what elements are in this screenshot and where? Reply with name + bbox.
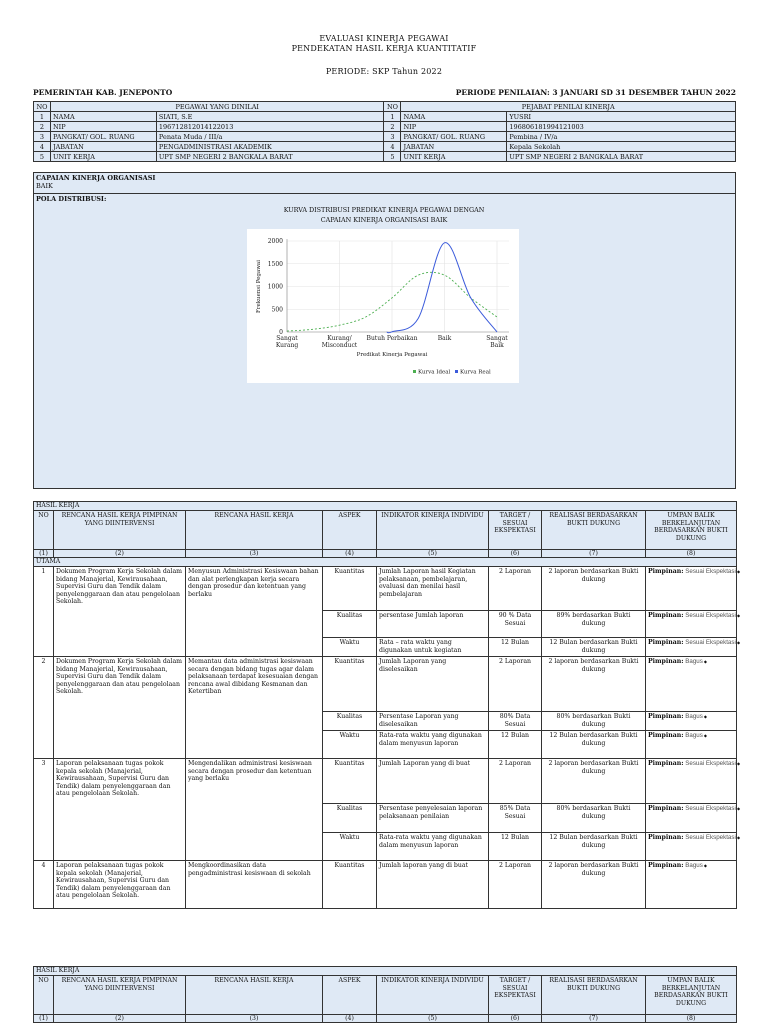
x-tick-label: Baik	[437, 335, 452, 342]
realisasi: 12 Bulan berdasarkan Bukti dukung	[542, 731, 646, 759]
row-label: JABATAN	[50, 142, 156, 152]
col-number: (8)	[646, 550, 737, 558]
pegawai-jabatan: PENGADMINISTRASI AKADEMIK	[156, 142, 384, 152]
aspek: Kualitas	[323, 611, 377, 638]
legend-label: Kurva Ideal	[418, 369, 451, 376]
right-header: PEJABAT PENILAI KINERJA	[401, 102, 736, 112]
feedback-prefix: Pimpinan:	[648, 862, 684, 869]
col-header: REALISASI BERDASARKAN BUKTI DUKUNG	[542, 511, 646, 550]
aspek: Kualitas	[323, 712, 377, 731]
row-label: NIP	[50, 122, 156, 132]
y-tick-label: 1500	[267, 260, 283, 268]
thumbs-up-icon: ◆	[735, 761, 741, 766]
feedback-prefix: Pimpinan:	[648, 612, 684, 619]
indikator: Rata-rata waktu yang digunakan dalam menyusun laporan	[377, 833, 489, 861]
row-label: NAMA	[401, 112, 507, 122]
col-header: ASPEK	[323, 511, 377, 550]
table-row	[34, 759, 737, 804]
umpan-balik	[646, 731, 737, 759]
feedback-prefix: Pimpinan:	[648, 760, 684, 767]
rencana-hasil-kerja: Menyusun Administrasi Kesiswaan bahan dan alat perlengkapan kerja secara dengan prosedur dan ketentuan yang berlaku	[186, 567, 323, 657]
legend-swatch	[413, 370, 416, 373]
umpan-balik	[646, 759, 741, 804]
thumbs-up-icon: ◆	[702, 659, 707, 664]
y-tick-label: 2000	[267, 238, 283, 245]
pegawai-nip: 196712812014122013	[156, 122, 384, 132]
row-no: 5	[384, 152, 401, 162]
feedback-value: Sesuai Ekspektasi	[685, 805, 736, 812]
x-tick-label: Misconduct	[321, 342, 358, 349]
umpan-balik	[646, 833, 741, 861]
col-number: (3)	[186, 1015, 323, 1023]
pola-title: POLA DISTRIBUSI:	[36, 195, 107, 203]
feedback-prefix: Pimpinan:	[648, 639, 684, 646]
col-header: INDIKATOR KINERJA INDIVIDU	[377, 511, 489, 550]
doc-subtitle: PENDEKATAN HASIL KERJA KUANTITATIF	[291, 44, 477, 53]
rencana-pimpinan: Laporan pelaksanaan tugas pokok kepala sekolah (Manajerial, Kewirausahaan, Supervisi Guru dan Tendik) dalam penyelenggaraan dan atau pengelolaan Sekolah.	[54, 861, 186, 909]
y-axis-label: Frekuensi Pegawai	[256, 260, 262, 313]
doc-title: EVALUASI KINERJA PEGAWAI	[319, 34, 449, 43]
aspek: Waktu	[323, 833, 377, 861]
row-label: NIP	[401, 122, 507, 132]
y-tick-label: 0	[279, 329, 283, 336]
indikator: Jumlah Laporan hasil Kegiatan pelaksanaan, pembelajaran, evaluasi dan menilai hasil pembelajaran	[377, 567, 489, 611]
row-label: UNIT KERJA	[401, 152, 507, 162]
aspek: Kuantitas	[323, 861, 377, 909]
hasil-kerja-table	[33, 501, 741, 909]
x-tick-label: Baik	[490, 342, 504, 349]
chart-title-line2: CAPAIAN KINERJA ORGANISASI BAIK	[320, 216, 448, 224]
aspek: Kualitas	[323, 804, 377, 833]
umpan-balik	[646, 861, 737, 909]
target: 85% Data Sesuai	[489, 804, 542, 833]
feedback-prefix: Pimpinan:	[648, 658, 684, 665]
rencana-hasil-kerja: Memantau data administrasi kesiswaan secara dengan bidang tugas agar dalam pelaksanaan terdapat kesesuaian dengan rencana awal dibidang Kesmanan dan Ketertiban	[186, 657, 323, 759]
umpan-balik	[646, 611, 741, 638]
thumbs-up-icon: ◆	[702, 733, 707, 738]
feedback-prefix: Pimpinan:	[648, 732, 684, 739]
info-row	[34, 132, 736, 142]
realisasi: 12 Bulan berdasarkan Bukti dukung	[542, 833, 646, 861]
col-number: (6)	[489, 550, 542, 558]
x-tick-label: Kurang	[275, 342, 299, 349]
col-number: (2)	[54, 550, 186, 558]
x-tick-label: Sangat	[276, 335, 298, 342]
thumbs-up-icon: ◆	[702, 863, 707, 868]
col-header: TARGET / SESUAI EKSPEKTASI	[489, 511, 542, 550]
rencana-hasil-kerja: Mengendalikan administrasi kesiswaan secara dengan prosedur dan ketentuan yang berlaku	[186, 759, 323, 861]
y-tick-label: 1000	[267, 283, 283, 291]
penilai-unit: UPT SMP NEGERI 2 BANGKALA BARAT	[507, 152, 736, 162]
thumbs-up-icon: ◆	[735, 640, 741, 645]
row-label: NAMA	[50, 112, 156, 122]
periode-penilaian: PERIODE PENILAIAN: 3 JANUARI SD 31 DESEMBER TAHUN 2022	[455, 88, 736, 97]
aspek: Waktu	[323, 638, 377, 657]
indikator: Persentase Laporan yang diselesaikan	[377, 712, 489, 731]
thumbs-up-icon: ◆	[735, 569, 741, 574]
capaian-panel	[33, 172, 736, 194]
row-no: 2	[34, 122, 51, 132]
row-label: PANGKAT/ GOL. RUANG	[50, 132, 156, 142]
col-number: (3)	[186, 550, 323, 558]
indikator: Rata – rata waktu yang digunakan untuk kegiatan	[377, 638, 489, 657]
indikator: Persentase penyelesaian laporan pelaksanaan penilaian	[377, 804, 489, 833]
target: 2 Laporan	[489, 567, 542, 611]
indikator: Rata-rata waktu yang digunakan dalam menyusun laporan	[377, 731, 489, 759]
y-tick-label: 500	[271, 306, 283, 314]
feedback-value: Bagus	[685, 658, 703, 665]
hasil-kerja-title: HASIL KERJA	[34, 967, 737, 976]
col-number: (6)	[489, 1015, 542, 1023]
realisasi: 12 Bulan berdasarkan Bukti dukung	[542, 638, 646, 657]
table-row	[34, 567, 737, 611]
info-row	[34, 122, 736, 132]
col-number: (8)	[646, 1015, 737, 1023]
rencana-pimpinan: Dokumen Program Kerja Sekolah dalam bidang Manajerial, Kewirausahaan, Supervisi Guru dan Tendik dalam penyelenggaraan dan atau pengelolaan Sekolah.	[54, 567, 186, 657]
col-header: RENCANA HASIL KERJA	[186, 511, 323, 550]
umpan-balik	[646, 567, 741, 611]
feedback-value: Bagus	[685, 862, 703, 869]
col-header: RENCANA HASIL KERJA	[186, 976, 323, 1015]
row-label: UNIT KERJA	[50, 152, 156, 162]
col-header: UMPAN BALIK BERKELANJUTAN BERDASARKAN BUKTI DUKUNG	[646, 511, 737, 550]
realisasi: 2 laporan berdasarkan Bukti dukung	[542, 759, 646, 804]
penilai-nip: 196806181994121003	[507, 122, 736, 132]
row-no: 2	[384, 122, 401, 132]
col-header: NO	[34, 976, 54, 1015]
target: 12 Bulan	[489, 731, 542, 759]
legend-swatch	[455, 370, 458, 373]
info-row	[34, 142, 736, 152]
thumbs-up-icon: ◆	[735, 806, 741, 811]
feedback-value: Bagus	[685, 713, 703, 720]
capaian-title: CAPAIAN KINERJA ORGANISASI	[36, 174, 156, 182]
target: 2 Laporan	[489, 657, 542, 712]
feedback-value: Sesuai Ekspektasi	[685, 639, 736, 646]
row-no: 3	[34, 132, 51, 142]
item-no: 4	[34, 861, 54, 909]
x-tick-label: Sangat	[486, 335, 508, 342]
rencana-pimpinan: Laporan pelaksanaan tugas pokok kepala sekolah (Manajerial, Kewirausahaan, Supervisi Guru dan Tendik) dalam penyelenggaraan dan atau pengelolaan Sekolah.	[54, 759, 186, 861]
row-no: 1	[384, 112, 401, 122]
col-number: (2)	[54, 1015, 186, 1023]
x-tick-label: Kurang/	[327, 335, 352, 342]
instansi-label: PEMERINTAH KAB. JENEPONTO	[33, 88, 173, 97]
feedback-value: Sesuai Ekspektasi	[685, 612, 736, 619]
aspek: Kuantitas	[323, 759, 377, 804]
realisasi: 80% berdasarkan Bukti dukung	[542, 804, 646, 833]
row-no: 5	[34, 152, 51, 162]
section-label: UTAMA	[34, 558, 737, 567]
left-header: PEGAWAI YANG DINILAI	[50, 102, 384, 112]
col-header: NO	[34, 511, 54, 550]
rencana-pimpinan: Dokumen Program Kerja Sekolah dalam bidang Manajerial, Kewirausahaan, Supervisi Guru dan Tendik dalam penyelenggaraan dan atau pengelolaan Sekolah.	[54, 657, 186, 759]
aspek: Kuantitas	[323, 567, 377, 611]
feedback-prefix: Pimpinan:	[648, 805, 684, 812]
realisasi: 80% berdasarkan Bukti dukung	[542, 712, 646, 731]
realisasi: 89% berdasarkan Bukti dukung	[542, 611, 646, 638]
pegawai-pangkat: Penata Muda / III/a	[156, 132, 384, 142]
row-no: 3	[384, 132, 401, 142]
row-no: 1	[34, 112, 51, 122]
info-table	[33, 101, 736, 162]
hasil-kerja-table-page2	[33, 966, 737, 1023]
rencana-hasil-kerja: Mengkoordinasikan data pengadministrasi kesiswaan di sekolah	[186, 861, 323, 909]
x-axis-label: Predikat Kinerja Pegawai	[356, 352, 428, 358]
umpan-balik	[646, 804, 741, 833]
distribution-chart	[247, 229, 519, 383]
penilai-jabatan: Kepala Sekolah	[507, 142, 736, 152]
col-header: TARGET / SESUAI EKSPEKTASI	[489, 976, 542, 1015]
umpan-balik	[646, 657, 737, 712]
target: 12 Bulan	[489, 638, 542, 657]
legend-label: Kurva Real	[460, 369, 491, 376]
feedback-prefix: Pimpinan:	[648, 713, 684, 720]
col-number: (1)	[34, 1015, 54, 1023]
row-label: JABATAN	[401, 142, 507, 152]
feedback-value: Sesuai Ekspektasi	[685, 834, 736, 841]
capaian-value: BAIK	[36, 182, 53, 190]
realisasi: 2 laporan berdasarkan Bukti dukung	[542, 861, 646, 909]
col-number: (7)	[542, 1015, 646, 1023]
umpan-balik	[646, 638, 741, 657]
col-number: (5)	[377, 550, 489, 558]
item-no: 1	[34, 567, 54, 657]
info-no-header: NO	[34, 102, 51, 112]
col-number: (1)	[34, 550, 54, 558]
umpan-balik	[646, 712, 737, 731]
thumbs-up-icon: ◆	[702, 714, 707, 719]
table-row	[34, 657, 737, 712]
target: 12 Bulan	[489, 833, 542, 861]
col-number: (7)	[542, 550, 646, 558]
doc-periode: PERIODE: SKP Tahun 2022	[325, 67, 443, 76]
col-header: INDIKATOR KINERJA INDIVIDU	[377, 976, 489, 1015]
realisasi: 2 laporan berdasarkan Bukti dukung	[542, 567, 646, 611]
target: 80% Data Sesuai	[489, 712, 542, 731]
col-number: (4)	[323, 550, 377, 558]
penilai-nama: YUSRI	[507, 112, 736, 122]
info-row	[34, 152, 736, 162]
col-number: (4)	[323, 1015, 377, 1023]
item-no: 3	[34, 759, 54, 861]
indikator: Jumlah Laporan yang diselesaikan	[377, 657, 489, 712]
info-no-header: NO	[384, 102, 401, 112]
thumbs-up-icon: ◆	[735, 613, 741, 618]
chart-svg	[247, 229, 519, 383]
thumbs-up-icon: ◆	[735, 835, 741, 840]
target: 90 % Data Sesuai	[489, 611, 542, 638]
pegawai-nama: SIATI, S.E	[156, 112, 384, 122]
col-header: REALISASI BERDASARKAN BUKTI DUKUNG	[542, 976, 646, 1015]
row-no: 4	[34, 142, 51, 152]
feedback-prefix: Pimpinan:	[648, 568, 684, 575]
feedback-prefix: Pimpinan:	[648, 834, 684, 841]
target: 2 Laporan	[489, 861, 542, 909]
target: 2 Laporan	[489, 759, 542, 804]
hasil-kerja-body	[34, 567, 741, 909]
col-header: RENCANA HASIL KERJA PIMPINAN YANG DIINTERVENSI	[54, 976, 186, 1015]
col-number: (5)	[377, 1015, 489, 1023]
feedback-value: Bagus	[685, 732, 703, 739]
aspek: Kuantitas	[323, 657, 377, 712]
item-no: 2	[34, 657, 54, 759]
chart-title-line1: KURVA DISTRIBUSI PREDIKAT KINERJA PEGAWAI DENGAN	[283, 206, 485, 214]
feedback-value: Sesuai Ekspektasi	[685, 568, 736, 575]
penilai-pangkat: Pembina / IV/a	[507, 132, 736, 142]
indikator: Jumlah Laporan yang di buat	[377, 759, 489, 804]
row-label: PANGKAT/ GOL. RUANG	[401, 132, 507, 142]
col-header: UMPAN BALIK BERKELANJUTAN BERDASARKAN BUKTI DUKUNG	[646, 976, 737, 1015]
table-row	[34, 861, 737, 909]
info-row	[34, 112, 736, 122]
hasil-kerja-title: HASIL KERJA	[34, 502, 737, 511]
feedback-value: Sesuai Ekspektasi	[685, 760, 736, 767]
aspek: Waktu	[323, 731, 377, 759]
indikator: Jumlah laporan yang di buat	[377, 861, 489, 909]
indikator: persentase Jumlah laporan	[377, 611, 489, 638]
x-tick-label: Butuh Perbaikan	[366, 335, 418, 342]
pegawai-unit: UPT SMP NEGERI 2 BANGKALA BARAT	[156, 152, 384, 162]
col-header: ASPEK	[323, 976, 377, 1015]
col-header: RENCANA HASIL KERJA PIMPINAN YANG DIINTERVENSI	[54, 511, 186, 550]
row-no: 4	[384, 142, 401, 152]
realisasi: 2 laporan berdasarkan Bukti dukung	[542, 657, 646, 712]
